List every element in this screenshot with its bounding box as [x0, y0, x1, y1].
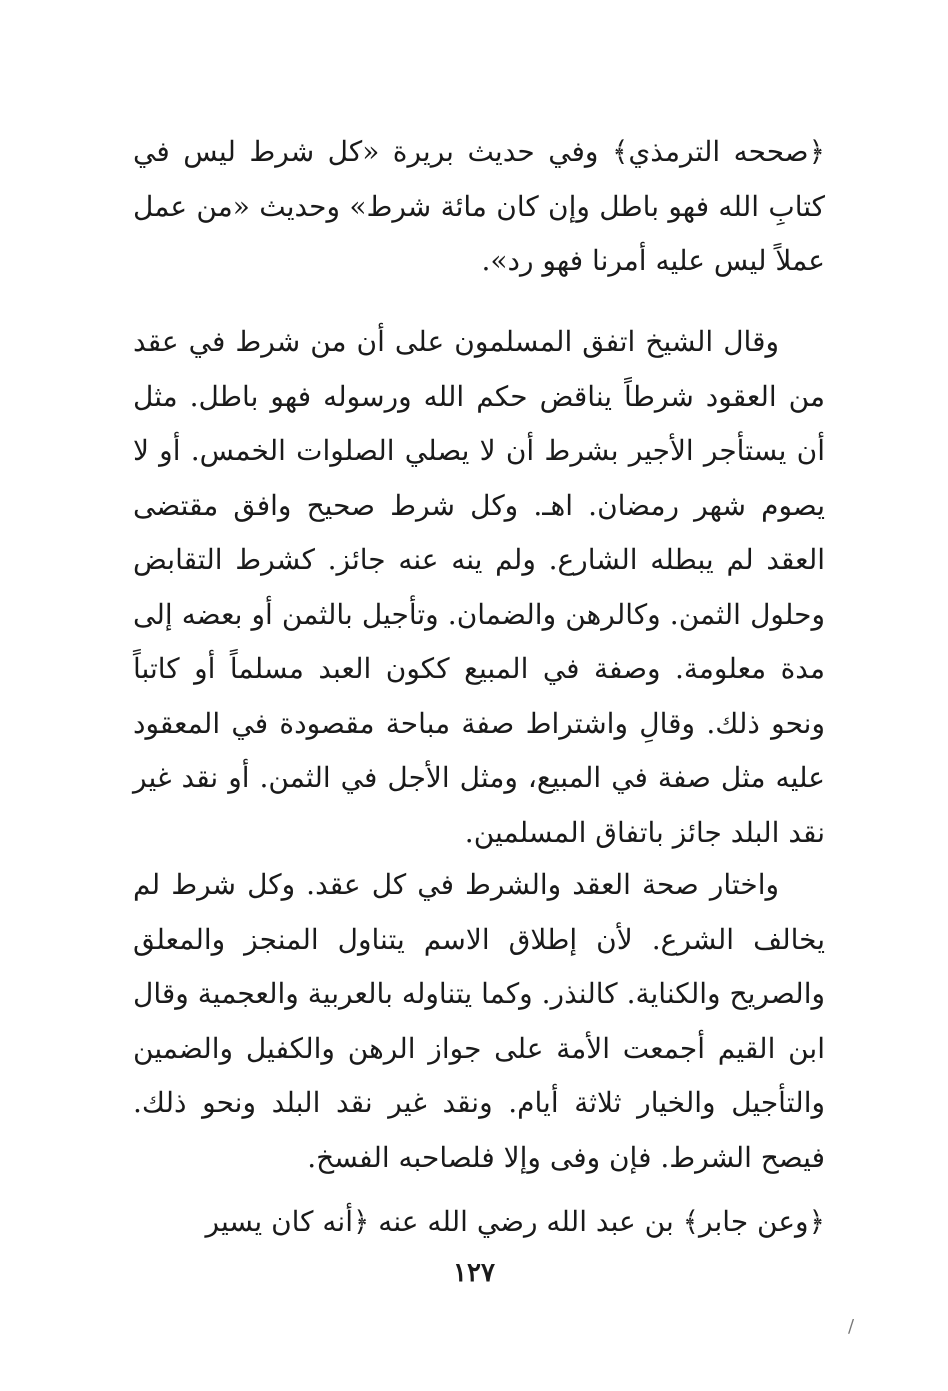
paragraph-jabir-hadith: ﴿وعن جابر﴾ بن عبد الله رضي الله عنه ﴿أنه كان يسير	[205, 1205, 825, 1238]
paragraph-contract-validity: واختار صحة العقد والشرط في كل عقد. وكل شرط لم يخالف الشرع. لأن إطلاق الاسم يتناول المنجز والمعلق والصريح والكناية. كالنذر. وكما يتناوله بالعربية والعجمية وقال ابن القيم أجمعت الأمة على جواز الرهن والكفيل والضمين والتأجيل والخيار ثلاثة أيام. ونقد غير نقد البلد ونحو ذلك. فيصح الشرط. فإن وفى وإلا فلصاحبه الفسخ.	[133, 868, 825, 1174]
margin-pencil-mark: /	[848, 1316, 855, 1337]
paragraph-continuation: ﴿صححه الترمذي﴾ وفي حديث بريرة «كل شرط ليس في كتابِ الله فهو باطل وإن كان مائة شرط» وحديث «من عمل عملاً ليس عليه أمرنا فهو رد».	[133, 135, 825, 277]
paragraph-sheikh-statement: وقال الشيخ اتفق المسلمون على أن من شرط في عقد من العقود شرطاً يناقض حكم الله ورسوله فهو باطل. مثل أن يستأجر الأجير بشرط أن لا يصلي الصلوات الخمس. أو لا يصوم شهر رمضان. اهـ. وكل شرط صحيح وافق مقتضى العقد لم يبطله الشارع. ولم ينه عنه جائز. كشرط التقابض وحلول الثمن. وكالرهن والضمان. وتأجيل بالثمن أو بعضه إلى مدة معلومة. وصفة في المبيع ككون العبد مسلماً أو كاتباً ونحو ذلك. وقالِ واشتراط صفة مباحة مقصودة في المعقود عليه مثل صفة في المبيع، ومثل الأجل في الثمن. أو نقد غير نقد البلد جائز باتفاق المسلمين.	[133, 325, 825, 849]
page-number: ١٢٧	[453, 1258, 495, 1288]
